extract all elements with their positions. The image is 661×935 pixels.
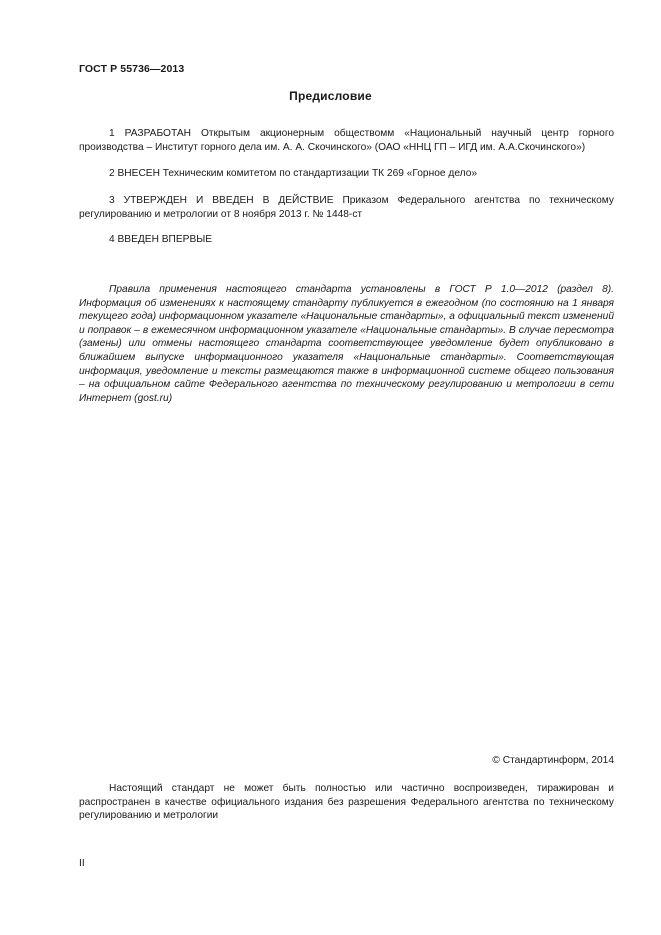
notice-text: Настоящий стандарт не может быть полностью или частично воспроизведен, тиражирован и распространен в качестве официального издания без разрешения Федерального агентства по техническому регулированию и метрологии: [79, 783, 614, 822]
paragraph-first-introduced: [79, 233, 614, 247]
paragraph-introduced: [79, 167, 614, 181]
paragraph-developed: [79, 127, 614, 154]
copyright-line: © Стандартинформ, 2014: [492, 755, 614, 766]
paragraph-text: 1 РАЗРАБОТАН Открытым акционерным обществомм «Национальный научный центр горного производства – Институт горного дела им. А. А. Скочинского» (ОАО «ННЦ ГП – ИГД им. А.А.Скочинского»): [79, 128, 614, 153]
paragraph-text: 3 УТВЕРЖДЕН И ВВЕДЕН В ДЕЙСТВИЕ Приказом Федерального агентства по техническому регулированию и метрологии от 8 ноября 2013 г. № 1448-ст: [79, 195, 614, 220]
standard-code: ГОСТ Р 55736—2013: [79, 63, 185, 75]
paragraph-text: 4 ВВЕДЕН ВПЕРВЫЕ: [109, 234, 213, 245]
reproduction-notice: [79, 782, 614, 823]
application-rules-note: [79, 283, 614, 405]
paragraph-text: 2 ВНЕСЕН Техническим комитетом по стандартизации ТК 269 «Горное дело»: [109, 168, 478, 179]
page-title: Предисловие: [289, 89, 372, 103]
paragraph-approved: [79, 194, 614, 221]
note-text: Правила применения настоящего стандарта установлены в ГОСТ Р 1.0—2012 (раздел 8). Информация об изменениях к настоящему стандарту публикуется в ежегодном (по состоянию на 1 января текущего года) информационном указателе «Национальные стандарты», а официальный текст изменений и поправок – в ежемесячном информационном указателе «Национальные стандарты». В случае пересмотра (замены) или отмены настоящего стандарта соответствующее уведомление будет опубликовано в ближайшем выпуске информационного указателя «Национальные стандарты». Соответствующая информация, уведомление и тексты размещаются также в информационной системе общего пользования – на официальном сайте Федерального агентства по техническому регулированию и метрологии в сети Интернет (gost.ru): [79, 284, 614, 404]
page-number: II: [79, 858, 85, 869]
